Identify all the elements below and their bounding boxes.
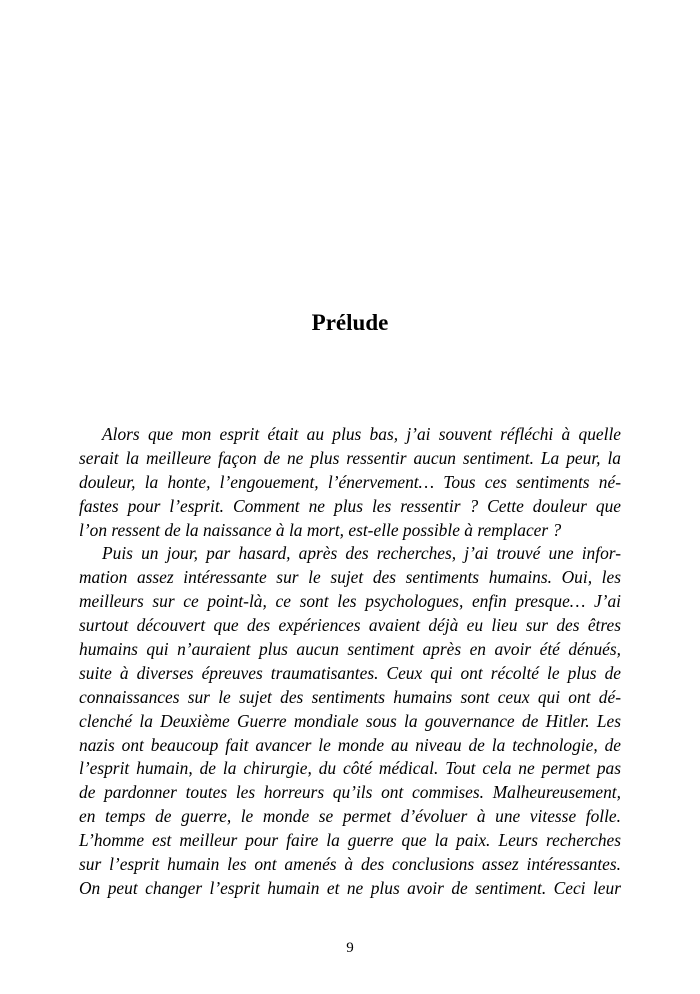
text-line: L’homme est meilleur pour faire la guerre que la paix. Leurs recherches — [79, 830, 621, 851]
text-line: mation assez intéressante sur le sujet des sentiments humains. Oui, les — [79, 567, 621, 588]
text-line: humains qui n’auraient plus aucun sentiment après en avoir été dénués, — [79, 639, 621, 660]
text-line: douleur, la honte, l’engouement, l’énervement… Tous ces sentiments né- — [79, 471, 621, 492]
text-line: Puis un jour, par hasard, après des recherches, j’ai trouvé une infor- — [102, 543, 621, 564]
text-line: connaissances sur le sujet des sentiments humains sont ceux qui ont dé- — [79, 686, 621, 707]
chapter-title: Prélude — [311, 310, 389, 335]
text-line: en temps de guerre, le monde se permet d’évoluer à une vitesse folle. — [79, 806, 621, 827]
text-line: clenché la Deuxième Guerre mondiale sous la gouvernance de Hitler. Les — [79, 710, 621, 731]
text-line: l’esprit humain, de la chirurgie, du côté médical. Tout cela ne permet pas — [79, 758, 621, 779]
text-line: nazis ont beaucoup fait avancer le monde au niveau de la technologie, de — [79, 734, 621, 755]
text-line: surtout découvert que des expériences avaient déjà eu lieu sur des êtres — [79, 615, 621, 636]
page-number: 9 — [346, 940, 354, 956]
text-line: fastes pour l’esprit. Comment ne plus les ressentir ? Cette douleur que — [79, 495, 621, 516]
text-line: l’on ressent de la naissance à la mort, est-elle possible à remplacer ? — [79, 519, 562, 540]
text-line: meilleurs sur ce point-là, ce sont les psychologues, enfin presque… J’ai — [79, 591, 621, 612]
text-line: serait la meilleure façon de ne plus ressentir aucun sentiment. La peur, la — [79, 447, 621, 468]
body-text — [79, 423, 621, 901]
text-line: sur l’esprit humain les ont amenés à des conclusions assez intéressantes. — [79, 854, 621, 875]
text-line: Alors que mon esprit était au plus bas, j’ai souvent réfléchi à quelle — [102, 424, 621, 444]
text-line: suite à diverses épreuves traumatisantes. Ceux qui ont récolté le plus de — [79, 662, 621, 683]
text-line: de pardonner toutes les horreurs qu’ils ont commises. Malheureusement, — [79, 782, 621, 803]
text-line: On peut changer l’esprit humain et ne plus avoir de sentiment. Ceci leur — [79, 877, 621, 898]
